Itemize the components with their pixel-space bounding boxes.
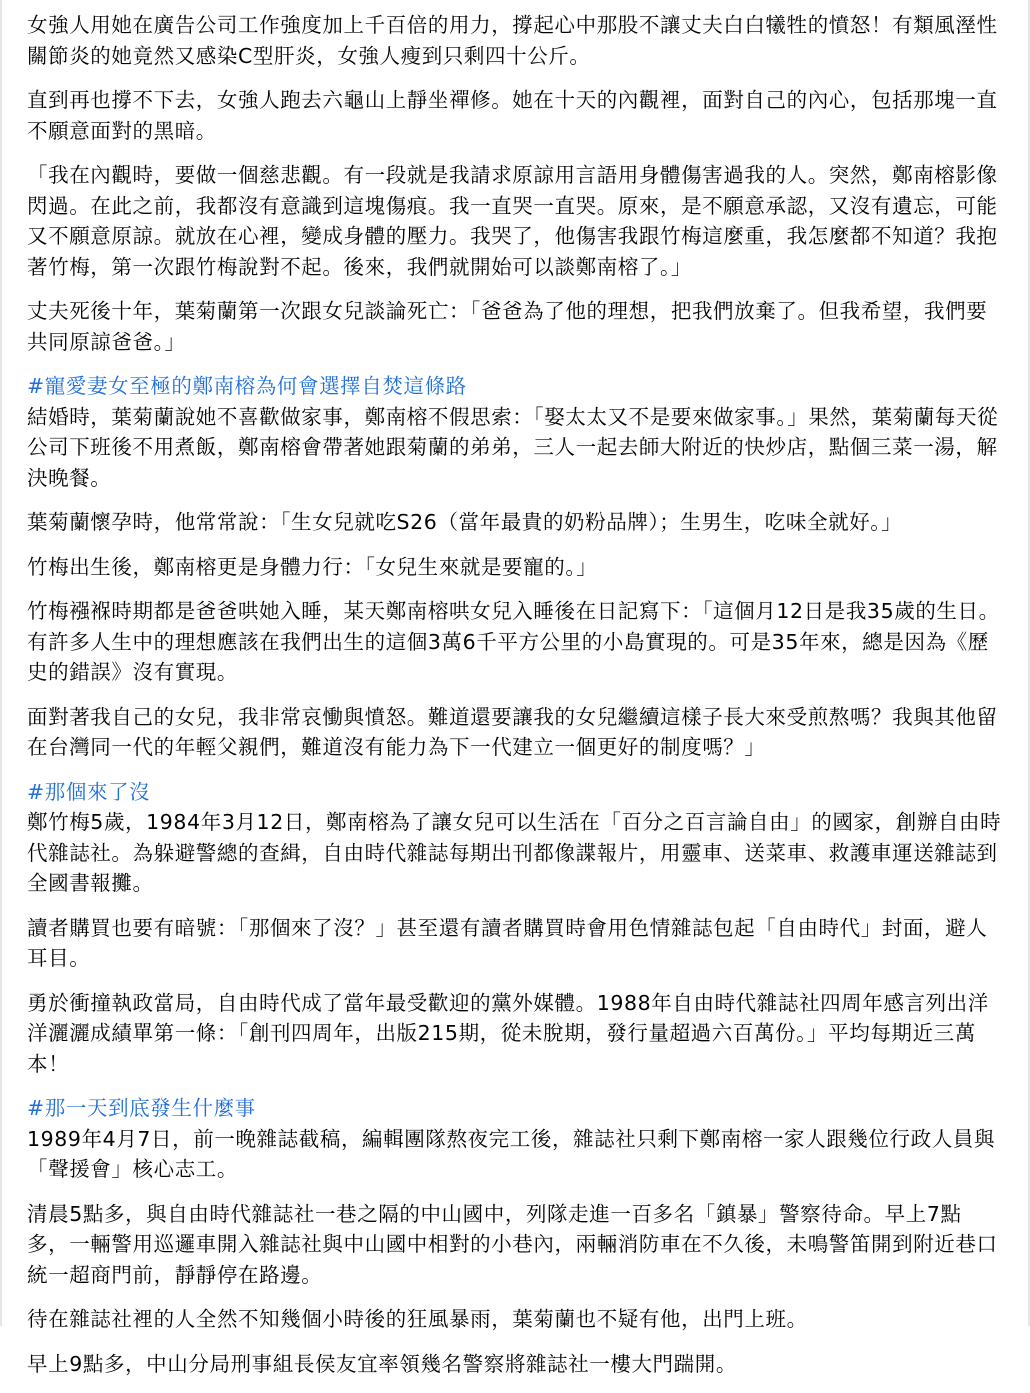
- post-paragraph: 鄭竹梅5歲，1984年3月12日，鄭南榕為了讓女兒可以生活在「百分之百言論自由」的國家，創辦自由時代雜誌社。為躲避警總的查緝，自由時代雜誌每期出刊都像諜報片，用靈車、送菜車、救護車運送雜誌到全國書報攤。: [27, 810, 1002, 895]
- post-paragraph: 竹梅襁褓時期都是爸爸哄她入睡，某天鄭南榕哄女兒入睡後在日記寫下：「這個月12日是我35歲的生日。有許多人生中的理想應該在我們出生的這個3萬6千平方公里的小島實現的。可是35年來，總是因為《歷史的錯誤》沒有實現。: [27, 599, 1000, 684]
- post-paragraph: 勇於衝撞執政當局，自由時代成了當年最受歡迎的黨外媒體。1988年自由時代雜誌社四周年感言列出洋洋灑灑成績單第一條：「創刊四周年，出版215期，從未脫期，發行量超過六百萬份。」平均每期近三萬本！: [27, 990, 989, 1076]
- hashtag-link[interactable]: #那個來了沒: [27, 779, 151, 804]
- post-paragraph: 女強人用她在廣告公司工作強度加上千百倍的用力，撐起心中那股不讓丈夫白白犧牲的憤怒！有類風溼性關節炎的她竟然又感染C型肝炎，女強人瘦到只剩四十公斤。: [27, 13, 998, 68]
- post-paragraph: 1989年4月7日，前一晚雜誌截稿，編輯團隊熬夜完工後，雜誌社只剩下鄭南榕一家人跟幾位行政人員與「聲援會」核心志工。: [27, 1126, 996, 1181]
- post-paragraph: 清晨5點多，與自由時代雜誌社一巷之隔的中山國中，列隊走進一百多名「鎮暴」警察待命。早上7點多，一輛警用巡邏車開入雜誌社與中山國中相對的小巷內，兩輛消防車在不久後，未鳴警笛開到附近巷口統一超商門前，靜靜停在路邊。: [27, 1201, 998, 1287]
- hashtag-link[interactable]: #寵愛妻女至極的鄭南榕為何會選擇自焚這條路: [27, 374, 467, 398]
- post-paragraph: 面對著我自己的女兒，我非常哀慟與憤怒。難道還要讓我的女兒繼續這樣子長大來受煎熬嗎？我與其他留在台灣同一代的年輕父親們，難道沒有能力為下一代建立一個更好的制度嗎？」: [27, 704, 998, 759]
- post-body: [27, 10, 1002, 1393]
- post-paragraph: 竹梅出生後，鄭南榕更是身體力行：「女兒生來就是要寵的。」: [27, 554, 598, 579]
- post-paragraph: 待在雜誌社裡的人全然不知幾個小時後的狂風暴雨，葉菊蘭也不疑有他，出門上班。: [27, 1307, 808, 1331]
- post-paragraph: 「我在內觀時，要做一個慈悲觀。有一段就是我請求原諒用言語用身體傷害過我的人。突然，鄭南榕影像閃過。在此之前，我都沒有意識到這塊傷痕。我一直哭一直哭。原來，是不願意承認，又沒有遺忘，可能又不願意原諒。就放在心裡，變成身體的壓力。我哭了，他傷害我跟竹梅這麼重，我怎麼都不知道？我抱著竹梅，第一次跟竹梅說對不起。後來，我們就開始可以談鄭南榕了。」: [27, 163, 998, 279]
- section-pampered-wife-daughter: [27, 371, 1002, 763]
- post-paragraph: 丈夫死後十年，葉菊蘭第一次跟女兒談論死亡：「爸爸為了他的理想，把我們放棄了。但我希望，我們要共同原諒爸爸。」: [27, 299, 988, 354]
- left-border: [0, 0, 2, 1326]
- post-paragraph: 結婚時，葉菊蘭說她不喜歡做家事，鄭南榕不假思索：「娶太太又不是要來做家事。」果然，葉菊蘭每天從公司下班後不用煮飯，鄭南榕會帶著她跟菊蘭的弟弟，三人一起去師大附近的快炒店，點個三菜一湯，解決晚餐。: [27, 404, 999, 490]
- post-paragraph: 葉菊蘭懷孕時，他常常說：「生女兒就吃S26（當年最貴的奶粉品牌）；生男生，吃味全就好。」: [27, 510, 903, 534]
- hashtag-link[interactable]: #那一天到底發生什麼事: [27, 1096, 256, 1120]
- post-paragraph: 早上9點多，中山分局刑事組長侯友宜率領幾名警察將雜誌社一樓大門踹開。: [27, 1351, 737, 1376]
- section-what-happened: [27, 1093, 1002, 1379]
- section-has-it-come: [27, 777, 1002, 1080]
- post-paragraph: 讀者購買也要有暗號：「那個來了沒？」甚至還有讀者購買時會用色情雜誌包起「自由時代」封面，避人耳目。: [27, 915, 988, 970]
- post-paragraph: 直到再也撐不下去，女強人跑去六龜山上靜坐禪修。她在十天的內觀裡，面對自己的內心，包括那塊一直不願意面對的黑暗。: [27, 88, 998, 143]
